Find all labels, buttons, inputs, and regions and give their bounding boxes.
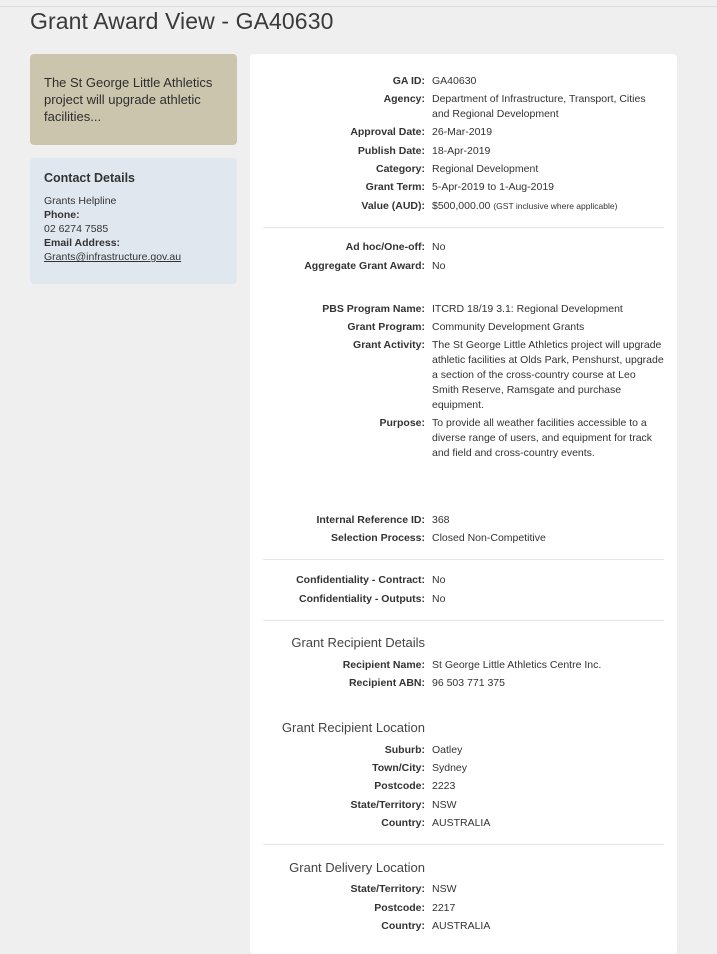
- detail-value: No: [432, 260, 446, 272]
- email-link[interactable]: Grants@infrastructure.gov.au: [44, 251, 182, 263]
- summary-box: [30, 54, 237, 145]
- detail-label: Selection Process:: [331, 532, 425, 544]
- detail-label: Publish Date:: [357, 145, 425, 157]
- divider: [263, 620, 664, 621]
- detail-label: State/Territory:: [350, 883, 425, 895]
- detail-value-wrap: [432, 199, 664, 214]
- page-title: Grant Award View - GA40630: [30, 8, 334, 34]
- detail-label: Confidentiality - Outputs:: [299, 593, 425, 605]
- detail-label: Town/City:: [372, 762, 425, 774]
- detail-label: Internal Reference ID:: [316, 514, 425, 526]
- contact-title: Contact Details: [44, 171, 135, 185]
- divider: [263, 559, 664, 560]
- contact-details-box: [30, 158, 237, 284]
- detail-value: ITCRD 18/19 3.1: Regional Development: [432, 303, 623, 315]
- detail-label: Grant Activity:: [353, 339, 425, 351]
- detail-label: GA ID:: [392, 75, 425, 87]
- detail-value: No: [432, 574, 446, 586]
- contact-name: Grants Helpline: [44, 195, 117, 207]
- detail-label: State/Territory:: [350, 799, 425, 811]
- value-amount: $500,000.00: [432, 200, 491, 212]
- detail-value: 2223: [432, 780, 456, 792]
- detail-label: Recipient ABN:: [348, 677, 425, 689]
- detail-value: To provide all weather facilities accessible to a diverse range of users, and equipment for track and field and cross-country events.: [432, 417, 653, 459]
- detail-label: Ad hoc/One-off:: [345, 241, 425, 253]
- detail-value: St George Little Athletics Centre Inc.: [432, 659, 602, 671]
- recipient-details-heading: Grant Recipient Details: [291, 635, 425, 650]
- detail-label: Recipient Name:: [342, 659, 425, 671]
- detail-value: Regional Development: [432, 163, 539, 175]
- detail-value: Closed Non-Competitive: [432, 532, 546, 544]
- recipient-location-heading: Grant Recipient Location: [281, 720, 425, 735]
- summary-text: The St George Little Athletics project will upgrade athletic facilities...: [44, 75, 213, 124]
- detail-value: AUSTRALIA: [432, 920, 491, 932]
- detail-label: Postcode:: [374, 902, 425, 914]
- detail-label: Confidentiality - Contract:: [296, 574, 425, 586]
- detail-value: NSW: [432, 883, 457, 895]
- phone-value: 02 6274 7585: [44, 223, 109, 235]
- detail-label: Country:: [381, 817, 425, 829]
- detail-label: Agency:: [383, 93, 425, 105]
- detail-value: Sydney: [432, 762, 468, 774]
- detail-label: Category:: [375, 163, 425, 175]
- detail-value: No: [432, 241, 446, 253]
- detail-value: GA40630: [432, 75, 477, 87]
- divider: [263, 844, 664, 845]
- detail-label: Purpose:: [379, 417, 425, 429]
- detail-label: Aggregate Grant Award:: [304, 260, 425, 272]
- detail-value: Community Development Grants: [432, 321, 585, 333]
- detail-label: Country:: [381, 920, 425, 932]
- detail-value: 18-Apr-2019: [432, 145, 491, 157]
- detail-label: Approval Date:: [350, 126, 425, 138]
- divider: [263, 227, 664, 228]
- detail-value: Oatley: [432, 744, 463, 756]
- detail-value: 26-Mar-2019: [432, 126, 493, 138]
- detail-label: Grant Program:: [347, 321, 425, 333]
- detail-value: 96 503 771 375: [432, 677, 505, 689]
- phone-label: Phone:: [44, 209, 80, 221]
- delivery-location-heading: Grant Delivery Location: [289, 860, 425, 875]
- detail-value: No: [432, 593, 446, 605]
- detail-value: 368: [432, 514, 450, 526]
- detail-label: Grant Term:: [365, 181, 425, 193]
- grant-details-panel: [250, 54, 677, 954]
- top-border: [0, 6, 717, 7]
- detail-value: 2217: [432, 902, 456, 914]
- detail-value: AUSTRALIA: [432, 817, 491, 829]
- detail-value: 5-Apr-2019 to 1-Aug-2019: [432, 181, 554, 193]
- detail-value: The St George Little Athletics project will upgrade athletic facilities at Olds Park, Penshurst, upgrade a section of the cross-country course at Leo Smith Reserve, Ramsgate and purchase equipment.: [432, 339, 664, 411]
- detail-label: PBS Program Name:: [322, 303, 425, 315]
- gst-note: (GST inclusive where applicable): [493, 201, 618, 211]
- detail-value: Department of Infrastructure, Transport, Cities and Regional Development: [432, 93, 646, 120]
- detail-label: Suburb:: [384, 744, 425, 756]
- detail-label: Value (AUD):: [361, 200, 425, 212]
- detail-value: NSW: [432, 799, 457, 811]
- email-label: Email Address:: [44, 237, 121, 249]
- detail-label: Postcode:: [374, 780, 425, 792]
